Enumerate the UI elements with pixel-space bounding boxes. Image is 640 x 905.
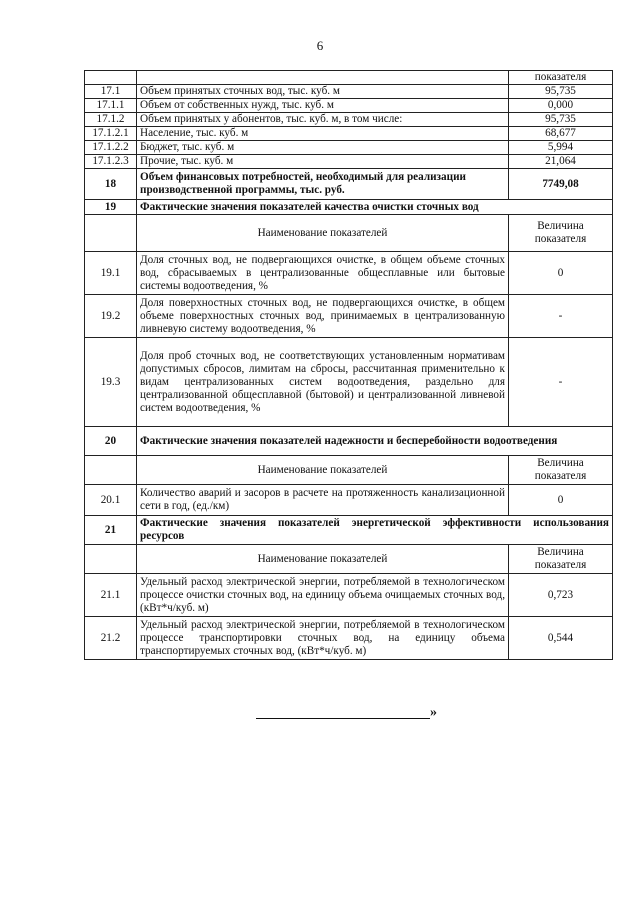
section-title-row xyxy=(85,200,613,215)
indicators-table xyxy=(84,70,613,660)
table-row xyxy=(85,113,613,127)
table-row xyxy=(85,141,613,155)
section-header-row xyxy=(85,215,613,252)
row-name: Объем принятых сточных вод, тыс. куб. м xyxy=(137,85,509,99)
row-name: Доля поверхностных сточных вод, не подвергающихся очистке, в общем объеме поверхностных сточных вод, принимаемых в централизованную ливневую систему водоотведения, % xyxy=(137,295,509,338)
empty-cell xyxy=(85,545,137,574)
row-number: 19.2 xyxy=(85,295,137,338)
row-number xyxy=(85,71,137,85)
row-number: 20.1 xyxy=(85,485,137,516)
section-header-row xyxy=(85,456,613,485)
row-number: 17.1.2.2 xyxy=(85,141,137,155)
table-row xyxy=(85,127,613,141)
row-value: 7749,08 xyxy=(509,169,613,200)
table-row xyxy=(85,295,613,338)
row-number: 17.1.1 xyxy=(85,99,137,113)
section-title-row xyxy=(85,427,613,456)
table-row xyxy=(85,338,613,427)
row-name: Прочие, тыс. куб. м xyxy=(137,155,509,169)
table-row xyxy=(85,252,613,295)
row-value: 0 xyxy=(509,252,613,295)
row-name: Бюджет, тыс. куб. м xyxy=(137,141,509,155)
table-row xyxy=(85,485,613,516)
section-number: 21 xyxy=(85,516,137,545)
table-row xyxy=(85,617,613,660)
row-name: Количество аварий и засоров в расчете на протяженность канализационной сети в год, (ед./км) xyxy=(137,485,509,516)
table-row xyxy=(85,155,613,169)
header-name: Наименование показателей xyxy=(137,215,509,252)
row-name: Удельный расход электрической энергии, потребляемой в технологическом процессе очистки сточных вод, на единицу объема очищаемых сточных вод, (кВт*ч/куб. м) xyxy=(137,574,509,617)
row-value: 0,723 xyxy=(509,574,613,617)
row-value: 95,735 xyxy=(509,113,613,127)
row-value: 68,677 xyxy=(509,127,613,141)
row-value: - xyxy=(509,295,613,338)
row-name xyxy=(137,71,509,85)
table-row xyxy=(85,99,613,113)
row-number: 17.1.2.1 xyxy=(85,127,137,141)
row-value: 0,000 xyxy=(509,99,613,113)
row-name: Объем финансовых потребностей, необходимый для реализации производственной программы, тыс. руб. xyxy=(137,169,509,200)
row-name: Доля сточных вод, не подвергающихся очистке, в общем объеме сточных вод, сбрасываемых в централизованные общесплавные или бытовые системы водоотведения, % xyxy=(137,252,509,295)
row-name: Население, тыс. куб. м xyxy=(137,127,509,141)
row-number: 21.2 xyxy=(85,617,137,660)
row-name: Удельный расход электрической энергии, потребляемой в технологическом процессе транспортировки сточных вод, на единицу объема транспортируемых сточных вод, (кВт*ч/куб. м) xyxy=(137,617,509,660)
header-value: Величина показателя xyxy=(509,215,613,252)
header-name: Наименование показателей xyxy=(137,456,509,485)
section-title: Фактические значения показателей надежности и бесперебойности водоотведения xyxy=(137,427,613,456)
section-number: 20 xyxy=(85,427,137,456)
table-row xyxy=(85,574,613,617)
row-value: 95,735 xyxy=(509,85,613,99)
row-number: 21.1 xyxy=(85,574,137,617)
section-header-row xyxy=(85,545,613,574)
row-value: 0 xyxy=(509,485,613,516)
row-number: 17.1.2 xyxy=(85,113,137,127)
section-number: 19 xyxy=(85,200,137,215)
section-title: Фактические значения показателей качества очистки сточных вод xyxy=(137,200,613,215)
footer-signature-line xyxy=(256,718,430,719)
table-row xyxy=(85,85,613,99)
header-value: Величина показателя xyxy=(509,456,613,485)
row-number: 17.1 xyxy=(85,85,137,99)
row-number: 17.1.2.3 xyxy=(85,155,137,169)
closing-quote: » xyxy=(430,705,437,720)
page-number: 6 xyxy=(316,38,324,53)
row-value: 21,064 xyxy=(509,155,613,169)
row-name: Доля проб сточных вод, не соответствующих установленным нормативам допустимых сбросов, лимитам на сбросы, рассчитанная применительно к видам централизованных систем водоотведения, раздельно для централизованной общесплавной (бытовой) и централизованной ливневой систем водоотведения, % xyxy=(137,338,509,427)
row-name: Объем принятых у абонентов, тыс. куб. м, в том числе: xyxy=(137,113,509,127)
financial-needs-row xyxy=(85,169,613,200)
empty-cell xyxy=(85,456,137,485)
header-name: Наименование показателей xyxy=(137,545,509,574)
row-value: 0,544 xyxy=(509,617,613,660)
section-title-row xyxy=(85,516,613,545)
row-value: 5,994 xyxy=(509,141,613,155)
table-row xyxy=(85,71,613,85)
row-number: 19.1 xyxy=(85,252,137,295)
section-title: Фактические значения показателей энергетической эффективности использования ресурсов xyxy=(137,516,613,545)
row-name: Объем от собственных нужд, тыс. куб. м xyxy=(137,99,509,113)
row-number: 18 xyxy=(85,169,137,200)
header-value: Величина показателя xyxy=(509,545,613,574)
row-number: 19.3 xyxy=(85,338,137,427)
row-value: показателя xyxy=(509,71,613,85)
empty-cell xyxy=(85,215,137,252)
row-value: - xyxy=(509,338,613,427)
